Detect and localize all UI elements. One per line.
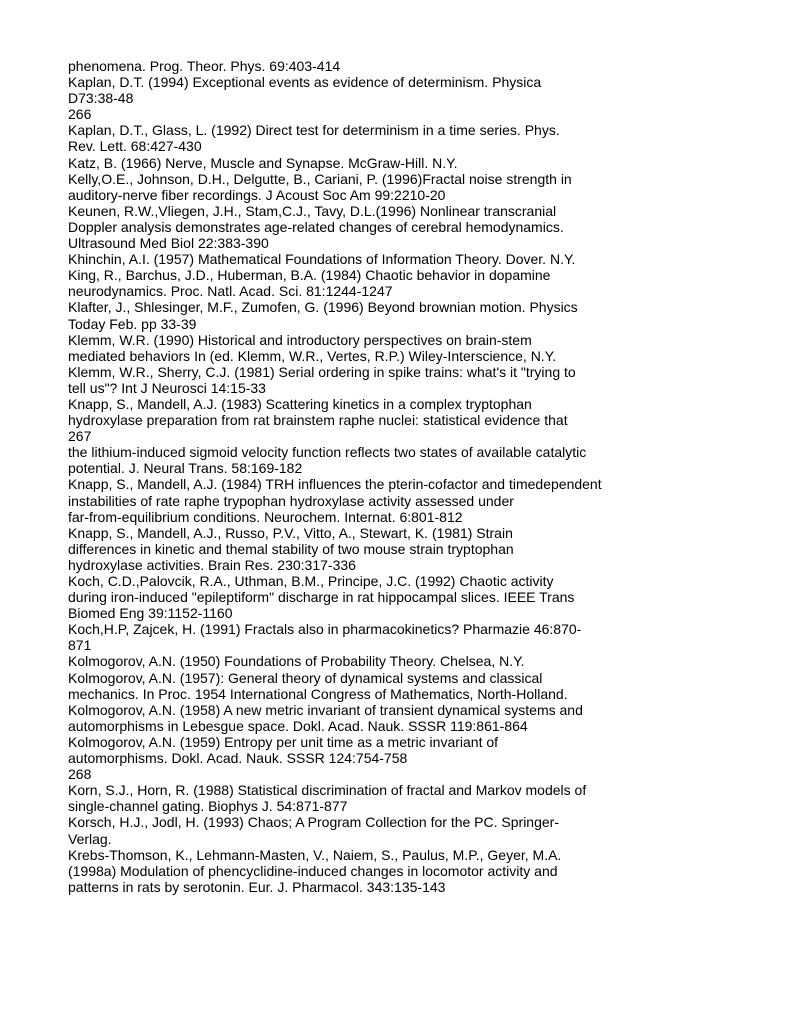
reference-text-line: Korn, S.J., Horn, R. (1988) Statistical discrimination of fractal and Markov models of (68, 782, 587, 799)
reference-text-line: Rev. Lett. 68:427-430 (68, 138, 202, 155)
reference-list (68, 58, 768, 895)
reference-text-line: Kolmogorov, A.N. (1959) Entropy per unit time as a metric invariant of (68, 733, 499, 750)
reference-text-line: the lithium-induced sigmoid velocity function reflects two states of available catalytic (68, 444, 587, 461)
reference-text-line: Ultrasound Med Biol 22:383-390 (68, 235, 269, 252)
reference-text-line: potential. J. Neural Trans. 58:169-182 (68, 460, 303, 477)
reference-text-line: Katz, B. (1966) Nerve, Muscle and Synapse. McGraw-Hill. N.Y. (68, 154, 458, 171)
reference-text-line: Korsch, H.J., Jodl, H. (1993) Chaos; A Program Collection for the PC. Springer- (68, 814, 559, 831)
reference-text-line: tell us"? Int J Neurosci 14:15-33 (68, 379, 266, 396)
reference-text-line: Knapp, S., Mandell, A.J., Russo, P.V., Vitto, A., Stewart, K. (1981) Strain (68, 524, 513, 541)
reference-text-line: 266 (68, 106, 92, 123)
reference-text-line: Kelly,O.E., Johnson, D.H., Delgutte, B., Cariani, P. (1996)Fractal noise strength in (68, 170, 572, 187)
reference-text-line: Kaplan, D.T. (1994) Exceptional events as evidence of determinism. Physica (68, 74, 542, 91)
reference-text-line: 267 (68, 428, 92, 445)
reference-text-line: Koch, C.D.,Palovcik, R.A., Uthman, B.M., Principe, J.C. (1992) Chaotic activity (68, 573, 554, 589)
reference-text-line: Kolmogorov, A.N. (1950) Foundations of Probability Theory. Chelsea, N.Y. (68, 653, 525, 670)
reference-text-line: hydroxylase activities. Brain Res. 230:317-336 (68, 556, 356, 573)
reference-text-line: Khinchin, A.I. (1957) Mathematical Foundations of Information Theory. Dover. N.Y. (68, 251, 576, 268)
reference-text-line: automorphisms in Lebesgue space. Dokl. Acad. Nauk. SSSR 119:861-864 (68, 717, 528, 734)
reference-text-line: (1998a) Modulation of phencyclidine-induced changes in locomotor activity and (68, 862, 558, 879)
reference-text-line: far-from-equilibrium conditions. Neurochem. Internat. 6:801-812 (68, 508, 463, 525)
reference-text-line: mediated behaviors In (ed. Klemm, W.R., Vertes, R.P.) Wiley-Interscience, N.Y. (68, 347, 557, 364)
reference-text-line: Klemm, W.R. (1990) Historical and introductory perspectives on brain-stem (68, 331, 532, 348)
reference-text-line: neurodynamics. Proc. Natl. Acad. Sci. 81:1244-1247 (68, 283, 393, 300)
reference-text-line: phenomena. Prog. Theor. Phys. 69:403-414 (68, 58, 341, 74)
reference-text-line: mechanics. In Proc. 1954 International Congress of Mathematics, North-Holland. (68, 685, 568, 702)
reference-text-line: Kolmogorov, A.N. (1957): General theory of dynamical systems and classical (68, 669, 543, 686)
reference-text-line: differences in kinetic and themal stability of two mouse strain tryptophan (68, 540, 514, 557)
reference-text-line: Klafter, J., Shlesinger, M.F., Zumofen, G. (1996) Beyond brownian motion. Physics (68, 299, 578, 316)
reference-text-line: 268 (68, 766, 92, 783)
reference-text-line: Keunen, R.W.,Vliegen, J.H., Stam,C.J., Tavy, D.L.(1996) Nonlinear transcranial (68, 202, 557, 219)
reference-text-line: instabilities of rate raphe trypophan hydroxylase activity assessed under (68, 492, 514, 509)
document-page (68, 58, 768, 895)
reference-text-line: Doppler analysis demonstrates age-related changes of cerebral hemodynamics. (68, 218, 564, 235)
reference-text-line: D73:38-48 (68, 90, 134, 107)
reference-text-line: Kolmogorov, A.N. (1958) A new metric invariant of transient dynamical systems and (68, 701, 583, 718)
reference-text-line: Koch,H.P, Zajcek, H. (1991) Fractals also in pharmacokinetics? Pharmazie 46:870- (68, 621, 582, 638)
reference-text-line: Knapp, S., Mandell, A.J. (1983) Scattering kinetics in a complex tryptophan (68, 395, 532, 412)
reference-text-line: King, R., Barchus, J.D., Huberman, B.A. (1984) Chaotic behavior in dopamine (68, 267, 551, 284)
reference-text-line: Knapp, S., Mandell, A.J. (1984) TRH influences the pterin-cofactor and timedependent (68, 476, 602, 493)
reference-text-line: Kaplan, D.T., Glass, L. (1992) Direct test for determinism in a time series. Phys. (68, 122, 560, 139)
reference-text-line: Krebs-Thomson, K., Lehmann-Masten, V., Naiem, S., Paulus, M.P., Geyer, M.A. (68, 846, 562, 863)
reference-text-line: Biomed Eng 39:1152-1160 (68, 605, 233, 622)
reference-text-line: patterns in rats by serotonin. Eur. J. Pharmacol. 343:135-143 (68, 878, 446, 895)
reference-text-line: Klemm, W.R., Sherry, C.J. (1981) Serial ordering in spike trains: what's it "trying to (68, 363, 576, 380)
reference-text-line: single-channel gating. Biophys J. 54:871-877 (68, 798, 348, 815)
reference-text-line: automorphisms. Dokl. Acad. Nauk. SSSR 124:754-758 (68, 750, 408, 767)
reference-text-line: during iron-induced "epileptiform" discharge in rat hippocampal slices. IEEE Trans (68, 589, 575, 606)
reference-text-line: hydroxylase preparation from rat brainstem raphe nuclei: statistical evidence that (68, 412, 568, 429)
reference-text-line: 871 (68, 637, 92, 654)
reference-text-line: auditory-nerve fiber recordings. J Acoust Soc Am 99:2210-20 (68, 186, 446, 203)
reference-text-line: Verlag. (68, 830, 112, 847)
reference-text-line: Today Feb. pp 33-39 (68, 315, 197, 332)
